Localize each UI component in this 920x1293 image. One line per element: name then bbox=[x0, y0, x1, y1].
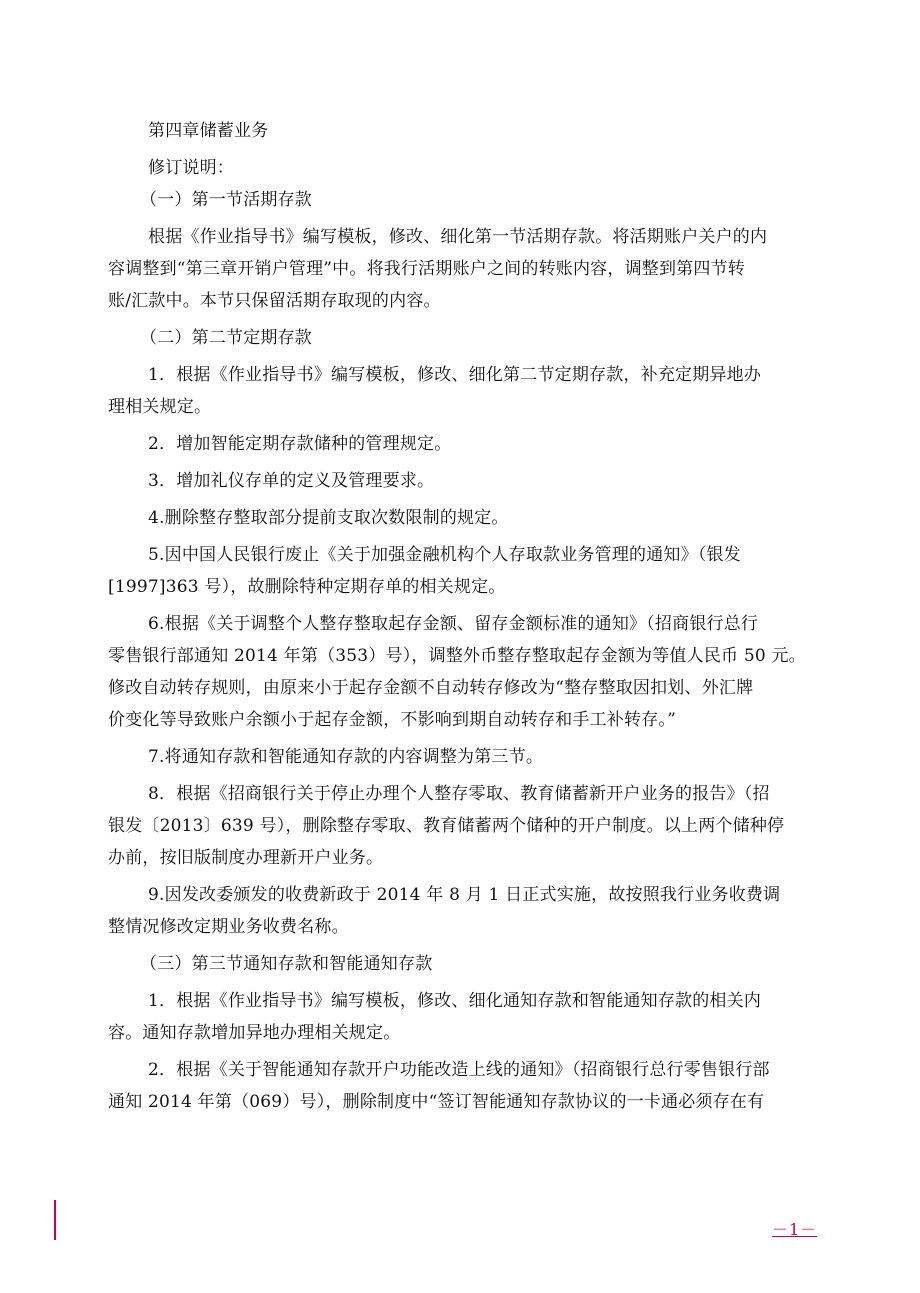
list-item-line: 零售银行部通知 2014 年第（353）号），调整外币整存整取起存金额为等值人民币 50 元。 bbox=[108, 646, 806, 666]
list-item-line: 2．增加智能定期存款储种的管理规定。 bbox=[148, 434, 452, 454]
list-item-line: 7.将通知存款和智能通知存款的内容调整为第三节。 bbox=[148, 747, 544, 767]
paragraph-line: 容调整到“第三章开销户管理”中。将我行活期账户之间的转账内容，调整到第四节转 bbox=[108, 259, 745, 279]
list-item-line: 3．增加礼仪存单的定义及管理要求。 bbox=[148, 471, 435, 491]
chapter-title: 第四章储蓄业务 bbox=[148, 121, 269, 141]
list-item-line: 2．根据《关于智能通知存款开户功能改造上线的通知》（招商银行总行零售银行部 bbox=[148, 1060, 770, 1080]
list-item-line: 办前，按旧版制度办理新开户业务。 bbox=[108, 848, 384, 868]
section-3-heading: （三）第三节通知存款和智能通知存款 bbox=[140, 954, 433, 974]
margin-bar bbox=[54, 1200, 56, 1240]
list-item-line: 容。通知存款增加异地办理相关规定。 bbox=[108, 1023, 401, 1043]
list-item-line: 银发〔2013〕639 号），删除整存零取、教育储蓄两个储种的开户制度。以上两个储种停 bbox=[108, 816, 785, 836]
list-item-line: 整情况修改定期业务收费名称。 bbox=[108, 917, 349, 937]
page-number: －1－ bbox=[772, 1220, 818, 1239]
list-item-line: [1997]363 号），故删除特种定期存单的相关规定。 bbox=[108, 577, 506, 597]
list-item-line: 价变化等导致账户余额小于起存金额，不影响到期自动转存和手工补转存。” bbox=[108, 710, 676, 730]
list-item-line: 6.根据《关于调整个人整存整取起存金额、留存金额标准的通知》（招商银行总行 bbox=[148, 614, 759, 634]
section-2-heading: （二）第二节定期存款 bbox=[140, 328, 312, 348]
section-1-heading: （一）第一节活期存款 bbox=[140, 190, 312, 210]
list-item-line: 修改自动转存规则，由原来小于起存金额不自动转存修改为“整存整取因扣划、外汇牌 bbox=[108, 678, 754, 698]
paragraph-line: 账/汇款中。本节只保留活期存取现的内容。 bbox=[108, 291, 441, 311]
document-body bbox=[108, 115, 812, 1118]
list-item-line: 1．根据《作业指导书》编写模板，修改、细化第二节定期存款，补充定期异地办 bbox=[148, 365, 762, 385]
list-item-line: 1．根据《作业指导书》编写模板，修改、细化通知存款和智能通知存款的相关内 bbox=[148, 991, 762, 1011]
list-item-line: 8．根据《招商银行关于停止办理个人整存零取、教育储蓄新开户业务的报告》（招 bbox=[148, 784, 770, 804]
list-item-line: 通知 2014 年第（069）号），删除制度中“签订智能通知存款协议的一卡通必须存在有 bbox=[108, 1092, 765, 1112]
revision-label: 修订说明： bbox=[148, 158, 234, 178]
paragraph-line: 根据《作业指导书》编写模板，修改、细化第一节活期存款。将活期账户关户的内 bbox=[148, 227, 768, 247]
list-item-line: 9.因发改委颁发的收费新政于 2014 年 8 月 1 日正式实施，故按照我行业务收费调 bbox=[148, 885, 781, 905]
list-item-line: 5.因中国人民银行废止《关于加强金融机构个人存取款业务管理的通知》（银发 bbox=[148, 545, 741, 565]
list-item-line: 理相关规定。 bbox=[108, 397, 212, 417]
list-item-line: 4.删除整存整取部分提前支取次数限制的规定。 bbox=[148, 508, 509, 528]
